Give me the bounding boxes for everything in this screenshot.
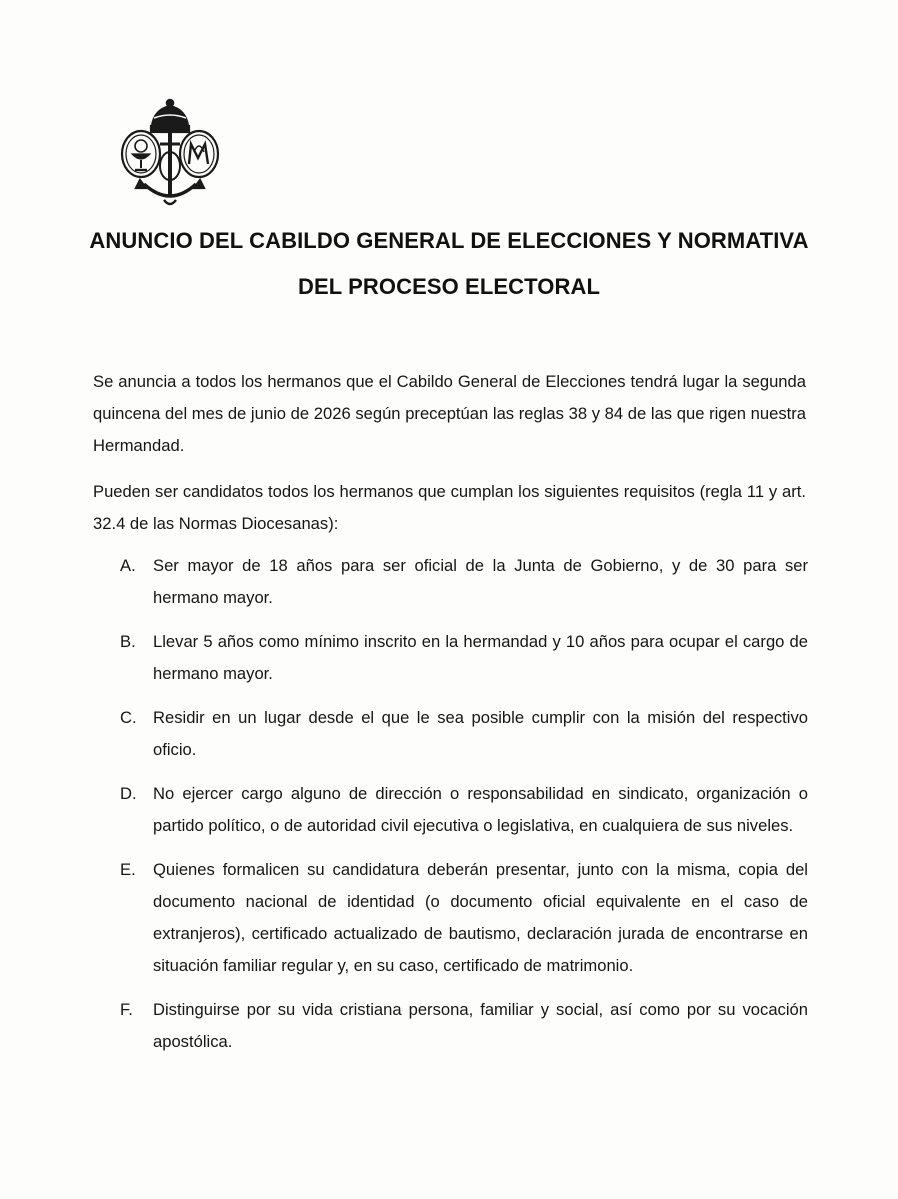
brotherhood-crest-icon (114, 96, 226, 214)
announcement-paragraph: Se anuncia a todos los hermanos que el Cabildo General de Elecciones tendrá lugar la segunda quincena del mes de junio de 2026 según preceptúan las reglas 38 y 84 de las que rigen nuestra Hermandad. (93, 372, 806, 455)
requirement-item-c (120, 702, 808, 766)
requirement-item-d (120, 778, 808, 842)
requirements-list (120, 550, 808, 1070)
requirement-text: Llevar 5 años como mínimo inscrito en la hermandad y 10 años para ocupar el cargo de hermano mayor. (153, 632, 808, 683)
requirement-item-e (120, 854, 808, 982)
requirements-intro-paragraph: Pueden ser candidatos todos los hermanos que cumplan los siguientes requisitos (regla 11 y art. 32.4 de las Normas Diocesanas): (93, 482, 806, 533)
requirement-text: Distinguirse por su vida cristiana persona, familiar y social, así como por su vocación apostólica. (153, 1000, 808, 1051)
requirement-letter: E. (120, 860, 136, 879)
requirement-letter: A. (120, 556, 136, 575)
requirement-text: No ejercer cargo alguno de dirección o responsabilidad en sindicato, organización o partido político, o de autoridad civil ejecutiva o legislativa, en cualquiera de sus niveles. (153, 784, 808, 835)
requirement-letter: B. (120, 632, 136, 651)
requirement-text: Residir en un lugar desde el que le sea posible cumplir con la misión del respectivo oficio. (153, 708, 808, 759)
requirement-item-a (120, 550, 808, 614)
requirement-text: Quienes formalicen su candidatura deberán presentar, junto con la misma, copia del documento nacional de identidad (o documento oficial equivalente en el caso de extranjeros), certificado actualizado de bautismo, declaración jurada de encontrarse en situación familiar regular y, en su caso, certificado de matrimonio. (153, 860, 808, 975)
requirement-text: Ser mayor de 18 años para ser oficial de la Junta de Gobierno, y de 30 para ser hermano mayor. (153, 556, 808, 607)
requirement-item-f (120, 994, 808, 1058)
requirement-letter: F. (120, 1000, 133, 1019)
document-title-line-2: DEL PROCESO ELECTORAL (298, 274, 600, 299)
document-title-line-1: ANUNCIO DEL CABILDO GENERAL DE ELECCIONES Y NORMATIVA (89, 228, 809, 253)
requirement-item-b (120, 626, 808, 690)
requirement-letter: D. (120, 784, 137, 803)
requirement-letter: C. (120, 708, 137, 727)
